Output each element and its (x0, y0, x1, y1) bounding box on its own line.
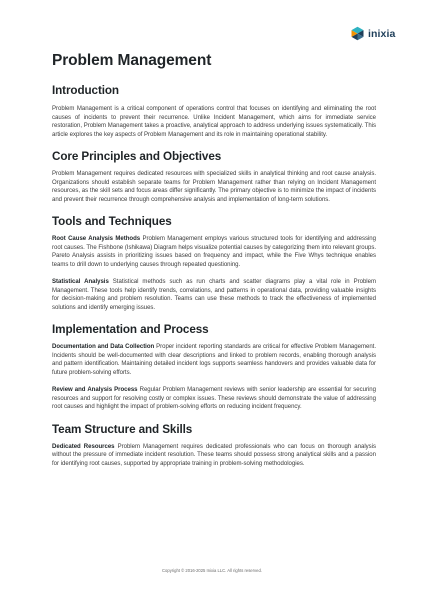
inixia-logo (350, 26, 395, 41)
heading-team-structure: Team Structure and Skills (52, 422, 193, 436)
lead-dedicated-resources: Dedicated Resources (52, 443, 115, 450)
heading-introduction: Introduction (52, 84, 119, 97)
hexagon-logo-icon (350, 26, 365, 41)
copyright-footer: Copyright © 2016-2025 Inixia LLC. All rights reserved. (162, 568, 262, 573)
paragraph-statistical-analysis (52, 278, 376, 312)
lead-statistical-analysis: Statistical Analysis (52, 279, 109, 285)
paragraph-root-cause-analysis (52, 235, 376, 269)
lead-documentation: Documentation and Data Collection (52, 344, 155, 350)
text-documentation: Proper incident reporting standards are critical for effective Problem Management. Incidents should be well-documented with clear descriptions and linked to problem records, enabling thorough analysis and pattern identification. Maintaining detailed incident logs supports seamless handovers and provides valuable data for future problem-solving efforts. (52, 344, 376, 376)
page-title: Problem Management (52, 52, 212, 69)
text-dedicated-resources: Problem Management requires dedicated professionals who can focus on thorough analysis without the pressure of immediate incident resolution. These teams should possess strong analytical skills and a passion for identifying root causes, supported by appropriate training in problem-solving methodologies. (52, 443, 376, 467)
text-root-cause-analysis: Problem Management employs various structured tools for identifying and addressing root causes. The Fishbone (Ishikawa) Diagram helps visualize potential causes by categorizing them into relevant groups. Pareto Analysis assists in prioritizing issues based on frequency and impact, while the Five Whys technique enables teams to drill down to underlying causes through repeated questioning. (52, 236, 376, 268)
heading-implementation: Implementation and Process (52, 323, 209, 336)
text-statistical-analysis: Statistical methods such as run charts and scatter diagrams play a vital role in Problem Management. These tools help identify trends, correlations, and patterns in operational data, providing valuable insights for decision-making and problem resolution. Teams can use these methods to track the effectiveness of implemented solutions and identify emerging issues. (52, 279, 376, 311)
document-body (52, 50, 376, 468)
paragraph-dedicated-resources (52, 443, 376, 469)
heading-core-principles: Core Principles and Objectives (52, 150, 222, 163)
heading-tools-techniques: Tools and Techniques (52, 215, 172, 228)
lead-review-analysis: Review and Analysis Process (52, 387, 138, 393)
lead-root-cause-analysis: Root Cause Analysis Methods (52, 236, 141, 242)
paragraph-documentation (52, 343, 376, 377)
logo-wordmark: inixia (368, 27, 396, 40)
paragraph-introduction: Problem Management is a critical component of operations control that focuses on identifying and eliminating the root causes of incidents to prevent their recurrence. Unlike Incident Management, which aims for immediate service restoration, Problem Management takes a proactive, analytical approach to address underlying issues systematically. This article explores the key aspects of Problem Management and its role in maintaining operational stability. (52, 106, 376, 138)
paragraph-core-principles: Problem Management requires dedicated resources with specialized skills in analytical thinking and root cause analysis. Organizations should establish separate teams for Problem Management rather than relying on Incident Management resources, as the skill sets and focus areas differ significantly. The primary objective is to minimize the impact of incidents and prevent their recurrence through comprehensive analysis and implementation of long-term solutions. (52, 171, 376, 203)
paragraph-review-analysis (52, 386, 376, 412)
text-review-analysis: Regular Problem Management reviews with senior leadership are essential for securing resources and support for resolving costly or complex issues. These reviews should demonstrate the value of addressing root causes and highlight the impact of problem-solving efforts on reducing incident frequency. (52, 387, 376, 410)
